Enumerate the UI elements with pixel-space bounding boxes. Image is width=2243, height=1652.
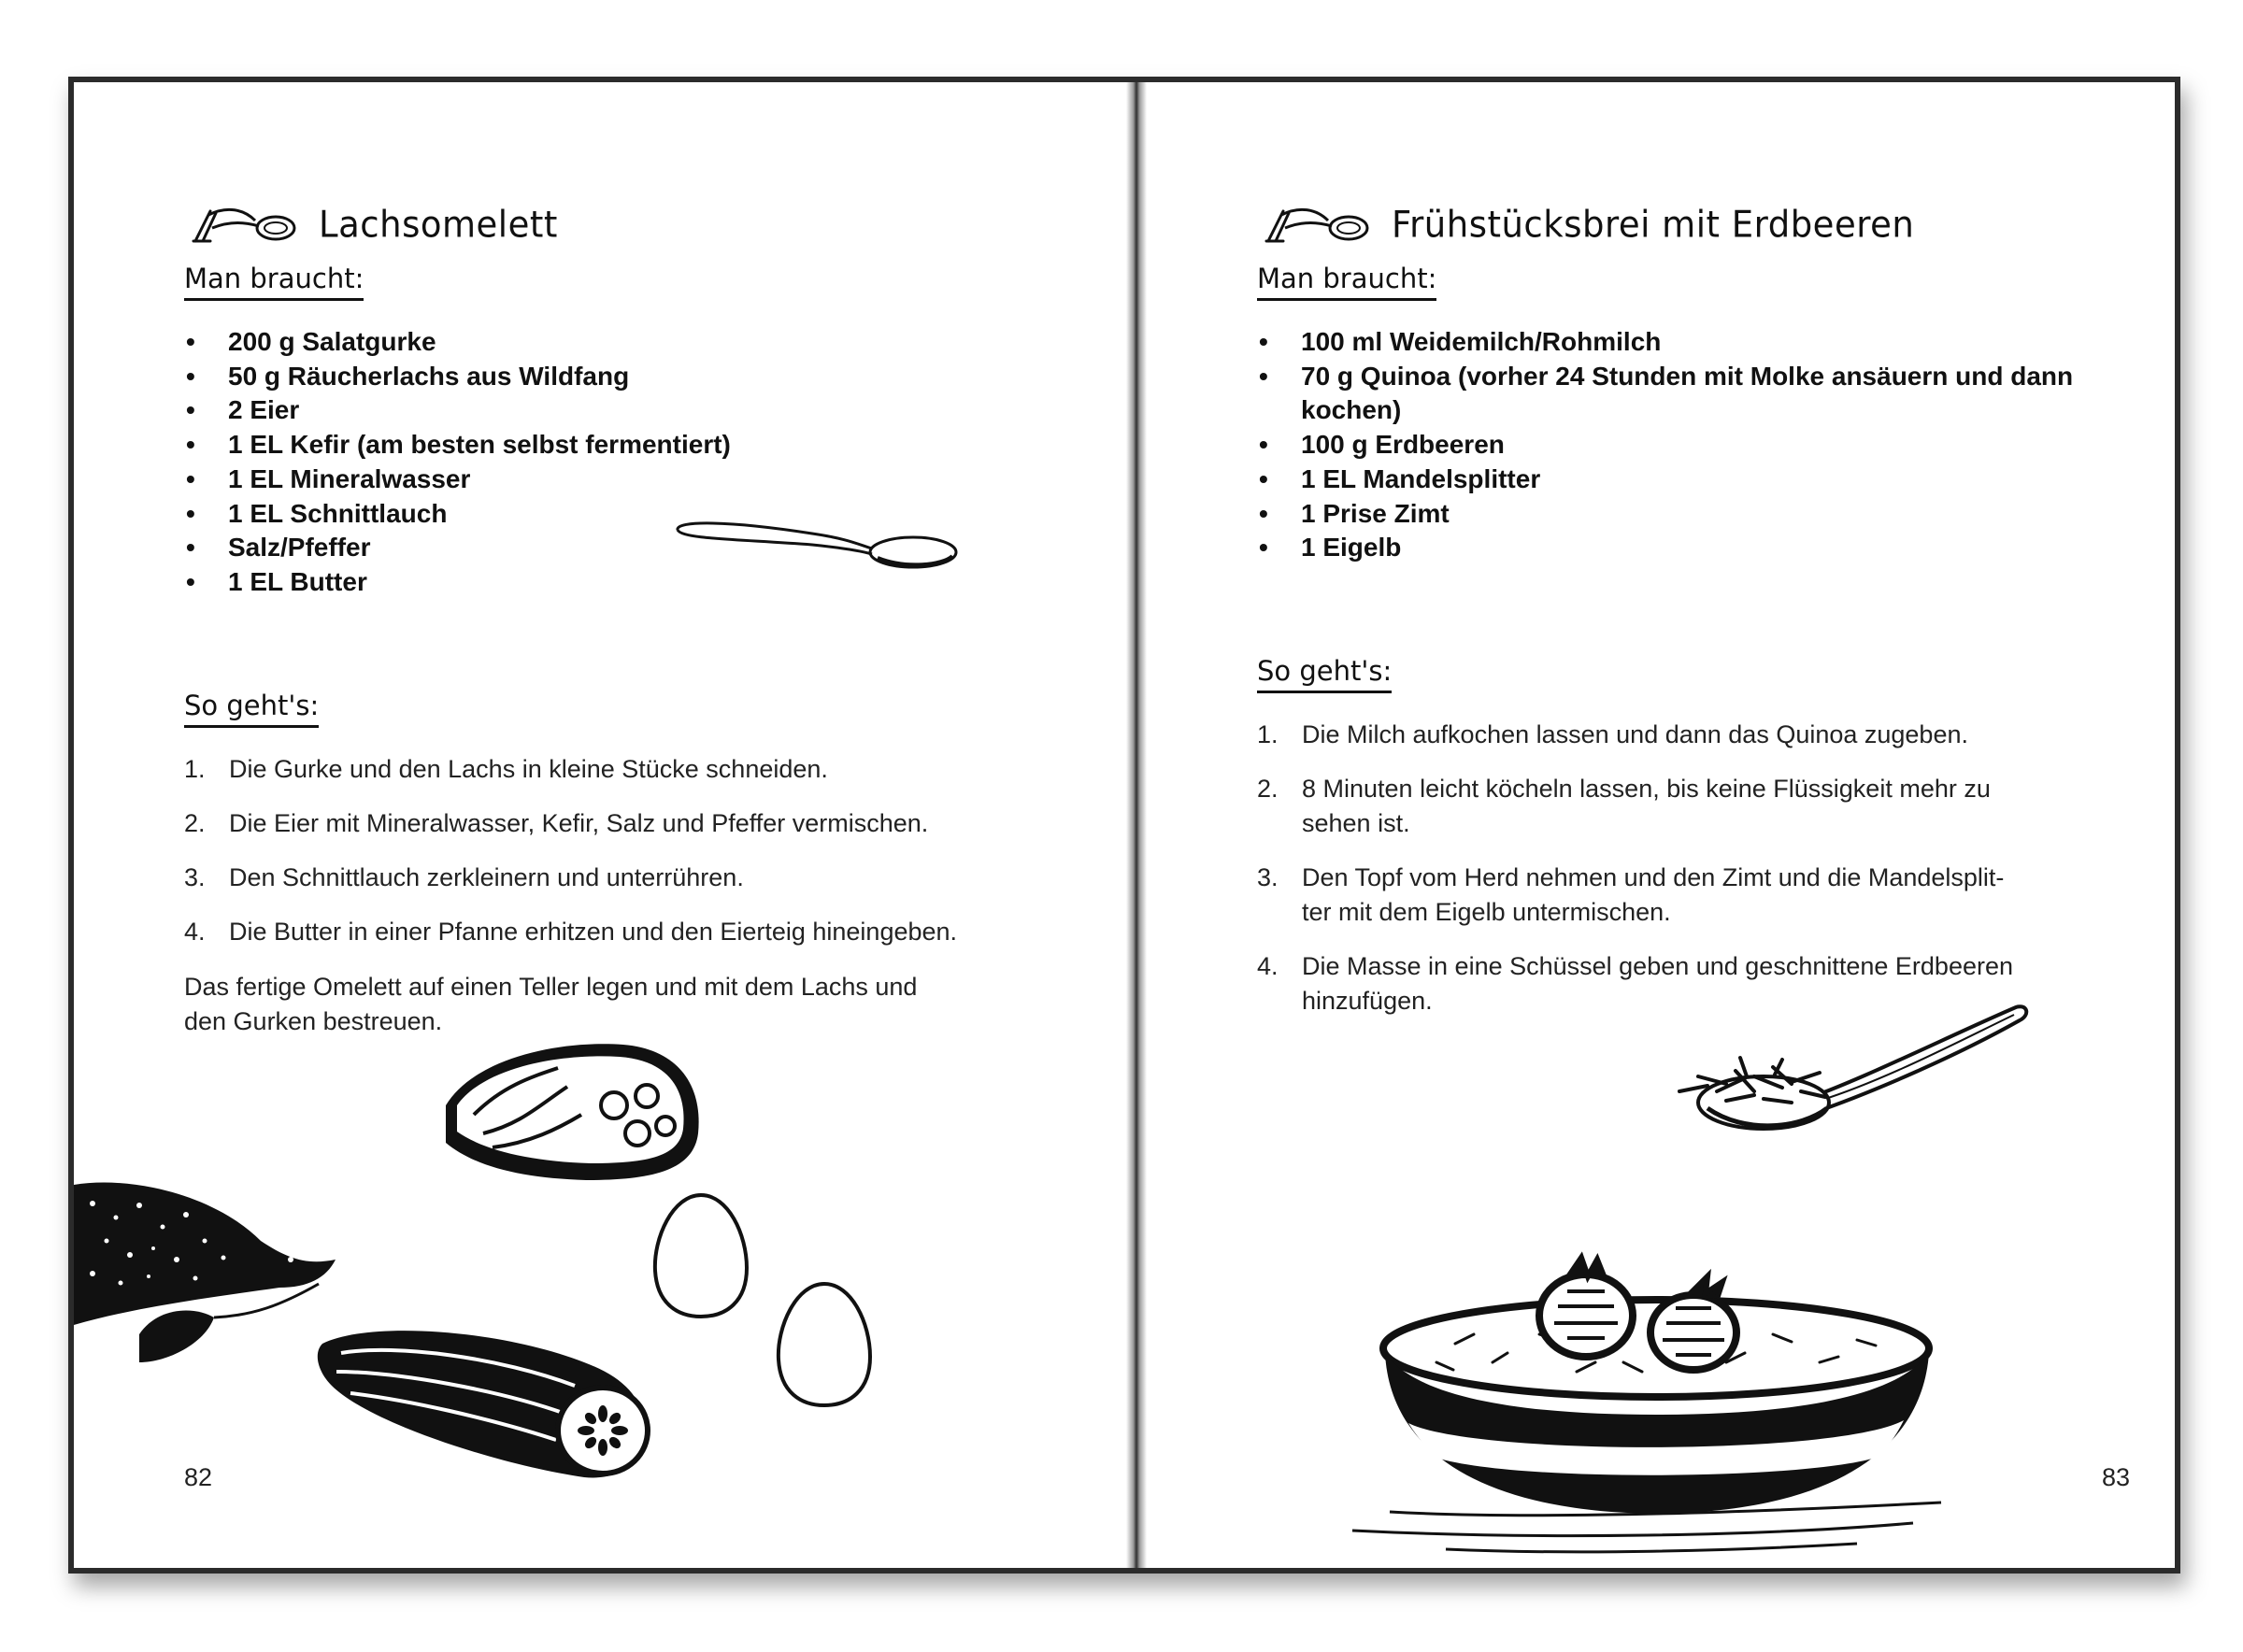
closing-line: Das fertige Omelett auf einen Teller legen und mit dem Lachs und xyxy=(184,973,918,1001)
ingredients-label: Man braucht: xyxy=(1257,264,1436,301)
step-text: 8 Minuten leicht köcheln lassen, bis keine Flüssigkeit mehr zu xyxy=(1302,775,1991,803)
spoon-with-almonds-illustration xyxy=(1642,998,2035,1138)
left-page xyxy=(74,82,1126,1568)
recipe-title: Lachsomelett xyxy=(319,203,558,246)
step-text: Die Milch aufkochen lassen und dann das Quinoa zugeben. xyxy=(1302,720,1968,748)
page-number: 83 xyxy=(2102,1463,2131,1491)
closing-paragraph xyxy=(184,970,1100,1039)
ingredient-item: • 1 EL Kefir (am besten selbst fermentiert) xyxy=(184,428,1025,463)
page-number: 82 xyxy=(184,1463,213,1491)
ingredient-item: • 1 EL Mineralwasser xyxy=(184,463,1025,497)
ingredient-item: • 1 EL Butter xyxy=(184,565,1025,600)
ingredient-item: • 2 Eier xyxy=(184,393,1025,428)
ingredient-item: • Salz/Pfeffer xyxy=(184,531,1025,565)
ingredient-item xyxy=(1257,360,2117,428)
step-item xyxy=(1257,772,2117,841)
cutlery-icon xyxy=(190,200,302,249)
step-number: 3. xyxy=(1257,863,1279,891)
recipe-title-row xyxy=(190,200,558,249)
egg-illustration xyxy=(650,1191,752,1322)
step-text: Den Schnittlauch zerkleinern und unterrühren. xyxy=(229,863,744,891)
cucumber-illustration xyxy=(313,1320,664,1484)
step-number: 1. xyxy=(184,755,206,783)
closing-line: den Gurken bestreuen. xyxy=(184,1007,443,1035)
steps-label: So geht's: xyxy=(1257,657,1392,693)
cutlery-icon xyxy=(1263,200,1375,249)
egg-illustration xyxy=(773,1280,876,1411)
step-item xyxy=(184,752,1081,787)
ingredient-item: • 1 EL Schnittlauch xyxy=(184,497,1025,532)
ingredient-list xyxy=(1257,325,2117,565)
step-number: 2. xyxy=(184,809,206,837)
step-item xyxy=(184,806,1081,841)
step-text: Die Masse in eine Schüssel geben und geschnittene Erdbeeren xyxy=(1302,952,2013,980)
right-page xyxy=(1147,82,2180,1568)
ingredient-item: • 50 g Räucherlachs aus Wildfang xyxy=(184,360,1025,394)
spoon-illustration xyxy=(672,517,971,591)
step-text: sehen ist. xyxy=(1302,809,1410,837)
step-item xyxy=(1257,718,2117,752)
step-text: Die Butter in einer Pfanne erhitzen und den Eierteig hineingeben. xyxy=(229,918,958,946)
recipe-title-row xyxy=(1263,200,1914,249)
steps-label: So geht's: xyxy=(184,691,319,728)
ingredient-item: • 200 g Salatgurke xyxy=(184,325,1025,360)
bowl-illustration xyxy=(1334,1222,1988,1577)
steps-list xyxy=(1257,718,2117,1038)
ingredient-item: • 100 ml Weidemilch/Rohmilch xyxy=(1257,325,2117,360)
steps-list xyxy=(184,752,1081,969)
step-number: 2. xyxy=(1257,775,1279,803)
step-number: 4. xyxy=(184,918,206,946)
step-text: hinzufügen. xyxy=(1302,987,1433,1015)
open-book xyxy=(68,77,2180,1574)
step-item xyxy=(184,915,1081,949)
salmon-steak-illustration xyxy=(436,1040,707,1185)
book-gutter xyxy=(1126,82,1147,1568)
step-number: 1. xyxy=(1257,720,1279,748)
ingredient-item: • 1 EL Mandelsplitter xyxy=(1257,463,2117,497)
step-item xyxy=(184,861,1081,895)
step-number: 3. xyxy=(184,863,206,891)
step-text: ter mit dem Eigelb untermischen. xyxy=(1302,898,1671,926)
ingredient-text-cont: kochen) xyxy=(1301,395,1402,425)
ingredient-text: 70 g Quinoa (vorher 24 Stunden mit Molke ansäuern und dann xyxy=(1301,361,2074,391)
ingredient-item: • 1 Prise Zimt xyxy=(1257,497,2117,532)
step-text: Die Gurke und den Lachs in kleine Stücke schneiden. xyxy=(229,755,828,783)
step-text: Den Topf vom Herd nehmen und den Zimt und die Mandelsplit- xyxy=(1302,863,2005,891)
recipe-title: Frühstücksbrei mit Erdbeeren xyxy=(1392,203,1915,246)
ingredient-item: • 1 Eigelb xyxy=(1257,531,2117,565)
step-text: Die Eier mit Mineralwasser, Kefir, Salz und Pfeffer vermischen. xyxy=(229,809,929,837)
step-item xyxy=(1257,861,2117,930)
ingredient-item: • 100 g Erdbeeren xyxy=(1257,428,2117,463)
step-number: 4. xyxy=(1257,952,1279,980)
ingredients-label: Man braucht: xyxy=(184,264,364,301)
